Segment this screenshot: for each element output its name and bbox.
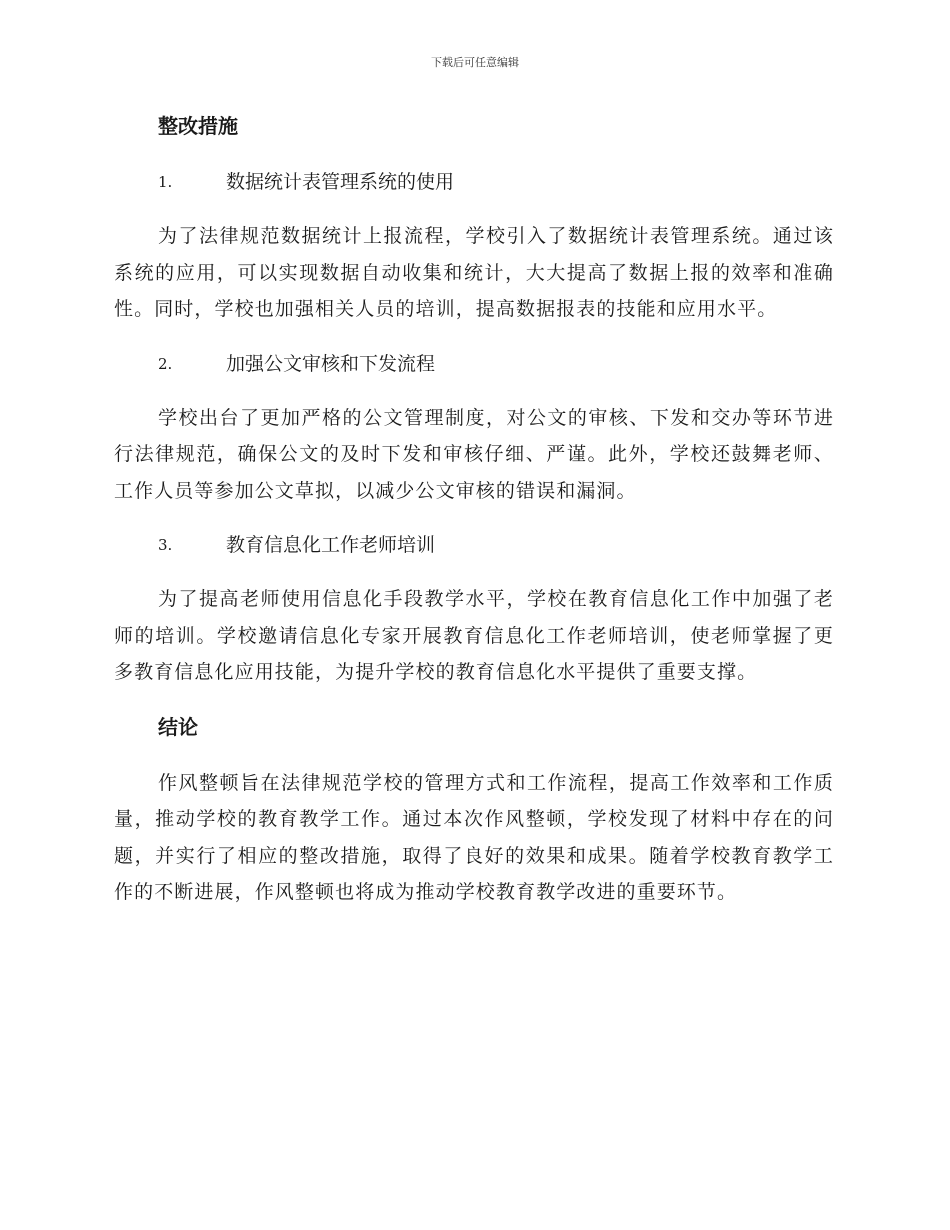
paragraph-conclusion: 作风整顿旨在法律规范学校的管理方式和工作流程，提高工作效率和工作质量，推动学校的教育教学工作。通过本次作风整顿，学校发现了材料中存在的问题，并实行了相应的整改措施，取得了良好的效果和成果。随着学校教育教学工作的不断进展，作风整顿也将成为推动学校教育教学改进的重要环节。 bbox=[114, 771, 834, 903]
section-heading-measures: 整改措施 bbox=[158, 114, 238, 138]
document-body bbox=[114, 108, 834, 929]
paragraph-item-1: 为了法律规范数据统计上报流程，学校引入了数据统计表管理系统。通过该系统的应用，可以实现数据自动收集和统计，大大提高了数据上报的效率和准确性。同时，学校也加强相关人员的培训，提高数据报表的技能和应用水平。 bbox=[114, 225, 834, 320]
item-heading-1 bbox=[114, 164, 834, 200]
item-heading-2 bbox=[114, 346, 834, 382]
item-number: 1. bbox=[158, 173, 173, 191]
paragraph-item-3: 为了提高老师使用信息化手段教学水平，学校在教育信息化工作中加强了老师的培训。学校邀请信息化专家开展教育信息化工作老师培训，使老师掌握了更多教育信息化应用技能，为提升学校的教育信息化水平提供了重要支撑。 bbox=[114, 588, 834, 683]
item-title: 教育信息化工作老师培训 bbox=[226, 534, 436, 556]
item-number: 3. bbox=[158, 536, 173, 554]
page-header-note: 下载后可任意编辑 bbox=[431, 56, 519, 69]
item-title: 加强公文审核和下发流程 bbox=[226, 352, 436, 375]
paragraph-item-2: 学校出台了更加严格的公文管理制度，对公文的审核、下发和交办等环节进行法律规范，确保公文的及时下发和审核仔细、严谨。此外，学校还鼓舞老师、工作人员等参加公文草拟，以减少公文审核的错误和漏洞。 bbox=[114, 406, 834, 502]
item-heading-3 bbox=[114, 527, 834, 563]
section-heading-conclusion: 结论 bbox=[158, 714, 198, 739]
item-number: 2. bbox=[158, 354, 173, 373]
item-title: 数据统计表管理系统的使用 bbox=[226, 171, 455, 193]
